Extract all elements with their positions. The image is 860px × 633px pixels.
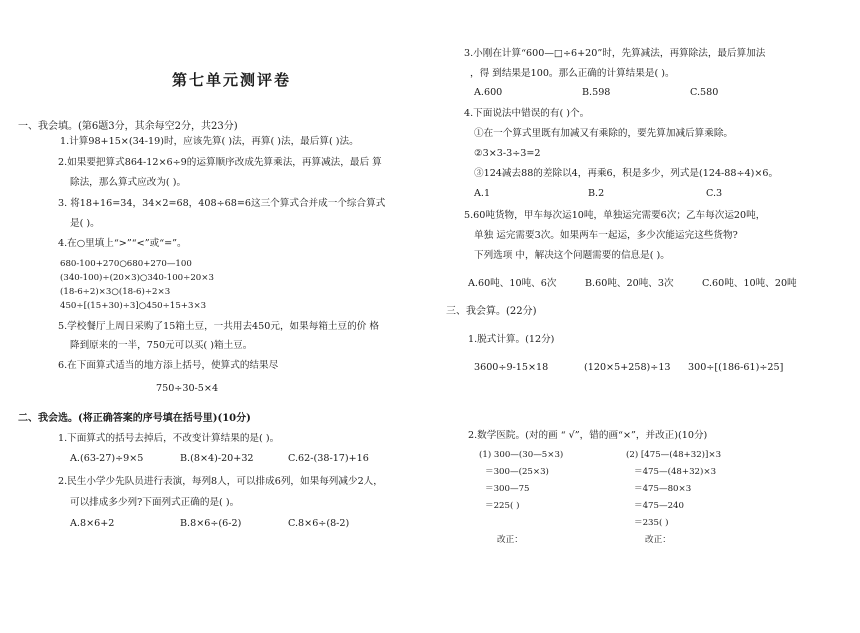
doctor-1-step: ＝300—(25×3) xyxy=(485,467,549,477)
statement-item: ③124减去88的差除以4，再乘6，积是多少，列式是(124-88÷4)×6。 xyxy=(474,168,779,179)
question-2-1: 1.下面算式的括号去掉后，不改变计算结果的是( )。 xyxy=(58,433,280,444)
option-a: A.600 xyxy=(474,87,503,98)
statement-item: ②3×3-3÷3=2 xyxy=(474,148,541,159)
option-b: B.60吨、20吨、3次 xyxy=(585,278,674,289)
option-c: C.580 xyxy=(690,87,719,98)
question-2-5-line1: 5.60吨货物，甲车每次运10吨，单独运完需要6次；乙车每次运20吨， xyxy=(464,210,766,221)
compare-item: (18-6÷2)×3○(18-6)÷2×3 xyxy=(60,287,171,297)
statement-item: ①在一个算式里既有加减又有乘除的，要先算加减后算乘除。 xyxy=(474,128,734,139)
question-1-6-expression: 750÷30-5×4 xyxy=(156,383,219,394)
option-c: C.62-(38-17)+16 xyxy=(288,453,369,464)
section-2-heading: 二、我会选。(将正确答案的序号填在括号里)(10分) xyxy=(18,413,251,424)
question-2-3-line2: ，得 到结果是100。那么正确的计算结果是( )。 xyxy=(470,68,675,79)
doctor-2-step: (2) [475—(48+32)]×3 xyxy=(626,450,722,460)
option-a: A.8×6+2 xyxy=(70,518,115,529)
question-1-3-line2: 是( )。 xyxy=(70,218,100,229)
question-2-4: 4.下面说法中错误的有( )个。 xyxy=(464,108,590,119)
question-1-1: 1.计算98+15×(34-19)时，应该先算( )法，再算( )法，最后算( )法。 xyxy=(60,136,359,147)
doctor-1-step: (1) 300—(30—5×3) xyxy=(479,450,564,460)
doctor-1-step: ＝300—75 xyxy=(485,484,530,494)
question-2-5-line2: 单独 运完需要3次。如果两车一起运，多少次能运完这些货物? xyxy=(474,230,738,241)
option-b: B.2 xyxy=(588,188,605,199)
section-3-heading: 三、我会算。(22分) xyxy=(446,306,537,317)
question-2-2-line2: 可以排成多少列?下面列式正确的是( )。 xyxy=(70,497,240,508)
option-c: C.3 xyxy=(706,188,723,199)
question-3-1: 1.脱式计算。(12分) xyxy=(468,334,555,345)
doctor-2-step: ＝475—80×3 xyxy=(634,484,692,494)
option-b: B.8×6÷(6-2) xyxy=(180,518,242,529)
doctor-2-step: ＝475—240 xyxy=(634,501,684,511)
question-2-3-line1: 3.小刚在计算“600—□÷6+20”时，先算减法，再算除法，最后算加法 xyxy=(464,48,766,59)
question-1-2-line1: 2.如果要把算式864-12×6÷9的运算顺序改成先算乘法，再算减法，最后 算 xyxy=(58,157,382,168)
doctor-2-correction: 改正： xyxy=(645,535,671,545)
compare-item: 680-100+270○680+270—100 xyxy=(60,259,192,269)
doctor-1-step: ＝225( ) xyxy=(485,501,520,511)
calc-expression: (120×5+258)÷13 xyxy=(584,362,671,373)
option-c: C.8×6÷(8-2) xyxy=(288,518,350,529)
doctor-2-step: ＝235( ) xyxy=(634,518,669,528)
question-1-2-line2: 除法，那么算式应改为( )。 xyxy=(70,177,187,188)
option-b: B.598 xyxy=(582,87,611,98)
question-1-5-line2: 降到原来的一半，750元可以买( )箱土豆。 xyxy=(70,340,253,351)
question-1-4-heading: 4.在○里填上“>”“<”或“=”。 xyxy=(58,238,187,249)
question-1-3-line1: 3. 将18+16=34，34×2=68，408÷68=6这三个算式合并成一个综合算式 xyxy=(58,198,386,209)
option-b: B.(8×4)-20+32 xyxy=(180,453,254,464)
option-a: A.60吨、10吨、6次 xyxy=(468,278,557,289)
doctor-2-step: ＝475—(48+32)×3 xyxy=(634,467,717,477)
compare-item: 450÷[(15+30)÷3]○450÷15+3×3 xyxy=(60,301,207,311)
option-a: A.(63-27)÷9×5 xyxy=(70,453,144,464)
question-1-6-line1: 6.在下面算式适当的地方添上括号，使算式的结果尽 xyxy=(58,360,279,371)
question-3-2: 2.数学医院。(对的画 “ √”，错的画“×”，并改正)(10分) xyxy=(468,430,708,441)
section-1-heading: 一、我会填。(第6题3分，其余每空2分，共23分) xyxy=(18,121,238,132)
compare-item: (340-100)÷(20×3)○340-100÷20×3 xyxy=(60,273,214,283)
calc-expression: 3600÷9-15×18 xyxy=(474,362,549,373)
page-title: 第七单元测评卷 xyxy=(172,71,292,89)
option-c: C.60吨、10吨、20吨 xyxy=(702,278,797,289)
question-1-5-line1: 5.学校餐厅上周日采购了15箱土豆，一共用去450元，如果每箱土豆的价 格 xyxy=(58,321,379,332)
calc-expression: 300÷[(186-61)÷25] xyxy=(688,362,784,373)
question-2-5-line3: 下列选项 中，解决这个问题需要的信息是( )。 xyxy=(474,250,670,261)
doctor-1-correction: 改正： xyxy=(497,535,523,545)
question-2-2-line1: 2.民生小学少先队员进行表演，每列8人，可以排成6列，如果每列减少2人， xyxy=(58,476,383,487)
option-a: A.1 xyxy=(474,188,491,199)
